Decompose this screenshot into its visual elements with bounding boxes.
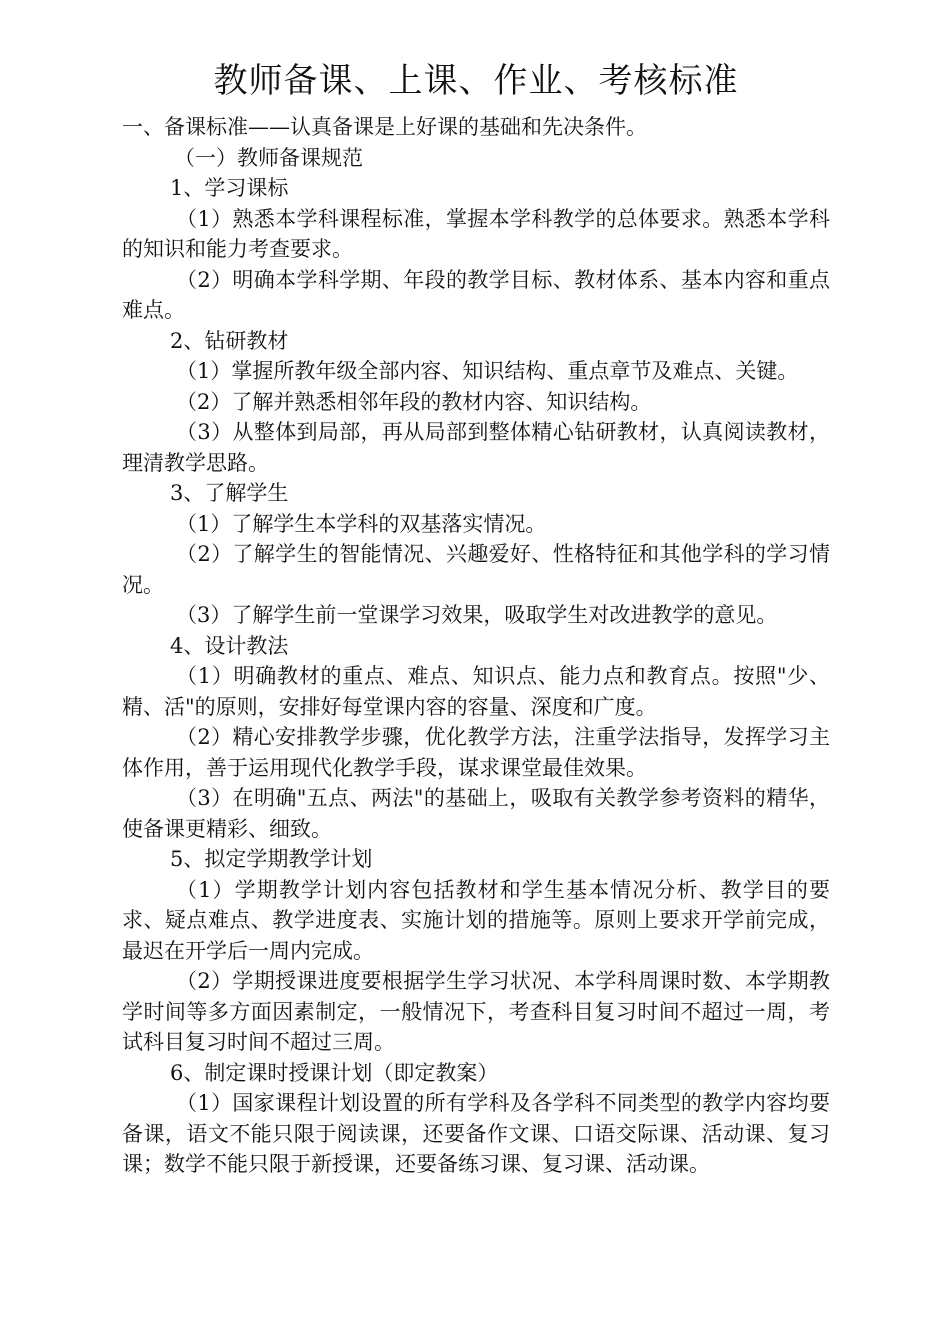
paragraph: （1）熟悉本学科课程标准，掌握本学科教学的总体要求。熟悉本学科的知识和能力考查要求。 — [122, 206, 830, 261]
paragraph: （1）学期教学计划内容包括教材和学生基本情况分析、教学目的要求、疑点难点、教学进度表、实施计划的措施等。原则上要求开学前完成，最迟在开学后一周内完成。 — [122, 877, 830, 963]
section-heading: 一、备课标准——认真备课是上好课的基础和先决条件。 — [122, 115, 647, 139]
item-heading: 1、学习课标 — [170, 176, 289, 200]
paragraph: （2）明确本学科学期、年段的教学目标、教材体系、基本内容和重点难点。 — [122, 267, 830, 322]
paragraph: （3）在明确"五点、两法"的基础上，吸取有关教学参考资料的精华，使备课更精彩、细致。 — [122, 786, 830, 841]
paragraph: （3）了解学生前一堂课学习效果，吸取学生对改进教学的意见。 — [176, 603, 778, 627]
paragraph: （2）精心安排教学步骤，优化教学方法，注重学法指导，发挥学习主体作用，善于运用现代化教学手段，谋求课堂最佳效果。 — [122, 725, 830, 780]
item-heading: 4、设计教法 — [170, 633, 289, 658]
paragraph: （1）了解学生本学科的双基落实情况。 — [176, 511, 547, 536]
paragraph: （3）从整体到局部，再从局部到整体精心钻研教材，认真阅读教材，理清教学思路。 — [122, 420, 830, 475]
document-page — [122, 56, 830, 1180]
paragraph: （2）了解并熟悉相邻年段的教材内容、知识结构。 — [176, 389, 652, 414]
paragraph: （1）国家课程计划设置的所有学科及各学科不同类型的教学内容均要备课，语文不能只限于阅读课，还要备作文课、口语交际课、活动课、复习课；数学不能只限于新授课，还要备练习课、复习课、活动课。 — [122, 1091, 830, 1176]
item-heading: 2、钻研教材 — [170, 328, 289, 353]
item-heading: 3、了解学生 — [170, 481, 289, 505]
subsection-heading: （一）教师备课规范 — [174, 145, 363, 170]
paragraph: （2）学期授课进度要根据学生学习状况、本学科周课时数、本学期教学时间等多方面因素制定，一般情况下，考查科目复习时间不超过一周，考试科目复习时间不超过三周。 — [122, 969, 830, 1054]
item-heading: 5、拟定学期教学计划 — [170, 847, 373, 871]
paragraph: （1）掌握所教年级全部内容、知识结构、重点章节及难点、关键。 — [176, 359, 799, 383]
item-heading: 6、制定课时授课计划（即定教案） — [170, 1060, 499, 1085]
paragraph: （1）明确教材的重点、难点、知识点、能力点和教育点。按照"少、精、活"的原则，安排好每堂课内容的容量、深度和广度。 — [122, 664, 830, 719]
paragraph: （2）了解学生的智能情况、兴趣爱好、性格特征和其他学科的学习情况。 — [122, 542, 830, 597]
document-title: 教师备课、上课、作业、考核标准 — [213, 61, 739, 101]
